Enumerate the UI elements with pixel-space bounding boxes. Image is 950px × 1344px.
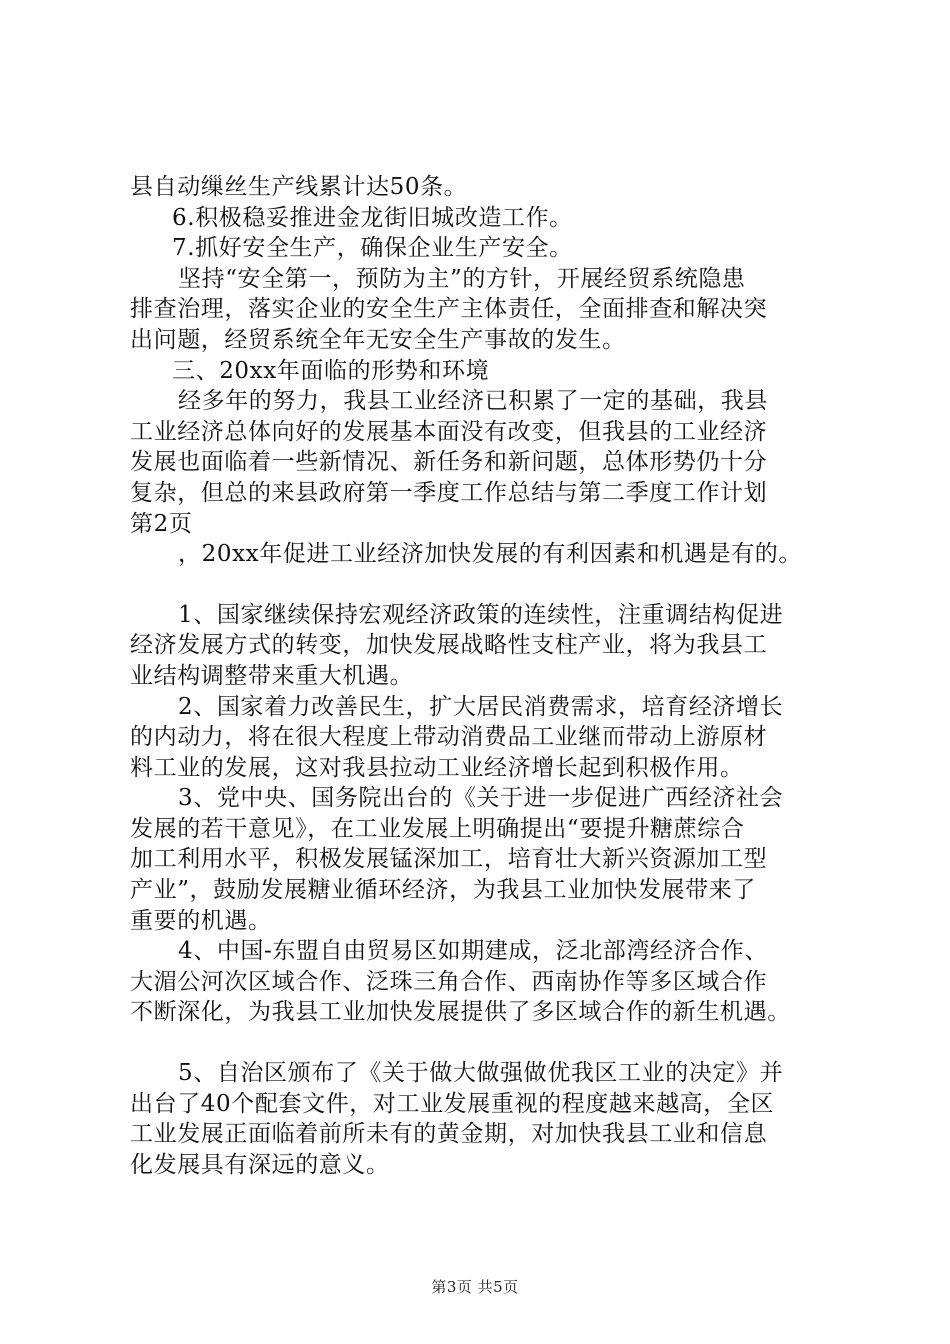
text-line: 7.抓好安全生产，确保企业生产安全。 [172,235,573,262]
text-line: 经济发展方式的转变，加快发展战略性支柱产业，将为我县工 [130,632,768,659]
text-line: 6.积极稳妥推进金龙街旧城改造工作。 [172,204,573,231]
text-line: 1、国家继续保持宏观经济政策的连续性，注重调结构促进 [178,601,784,628]
text-line: 出问题，经贸系统全年无安全生产事故的发生。 [130,326,626,353]
text-line: 大湄公河次区域合作、泛珠三角合作、西南协作等多区域合作 [130,968,768,995]
paragraph-gap [130,1028,835,1058]
text-line: 2、国家着力改善民生，扩大居民消费需求，培育经济增长 [178,693,784,720]
text-line: ，20xx年促进工业经济加快发展的有利因素和机遇是有的。 [178,541,803,568]
section-heading: 三、20xx年面临的形势和环境 [172,357,490,384]
text-line: 加工利用水平，积极发展锰深加工，培育壮大新兴资源加工型 [130,846,768,873]
text-line: 3、党中央、国务院出台的《关于进一步促进广西经济社会 [178,785,784,812]
text-line: 的内动力，将在很大程度上带动消费品工业继而带动上游原材 [130,724,768,751]
text-line: 复杂，但总的来县政府第一季度工作总结与第二季度工作计划 [130,479,768,506]
text-line: 出台了40个配套文件，对工业发展重视的程度越来越高，全区 [130,1090,775,1117]
text-line: 5、自治区颁布了《关于做大做强做优我区工业的决定》并 [178,1060,784,1087]
text-line: 县自动缫丝生产线累计达50条。 [130,174,468,200]
text-line: 坚持“安全第一，预防为主”的方针，开展经贸系统隐患 [178,265,746,292]
text-line: 排查治理，落实企业的安全生产主体责任，全面排查和解决突 [130,296,768,323]
page-number-footer: 第3页 共5页 [431,1278,519,1296]
text-line: 重要的机遇。 [130,907,272,934]
document-body [130,172,835,1180]
text-line: 发展也面临着一些新情况、新任务和新问题，总体形势仍十分 [130,449,768,476]
text-line: 第2页 [130,510,193,537]
text-line: 产业”，鼓励发展糖业循环经济，为我县工业加快发展带来了 [130,877,756,904]
text-line: 不断深化，为我县工业加快发展提供了多区域合作的新生机遇。 [130,999,791,1026]
text-line: 发展的若干意见》，在工业发展上明确提出“要提升糖蔗综合 [130,815,745,842]
text-line: 化发展具有深远的意义。 [130,1151,390,1178]
paragraph-gap [130,570,835,600]
text-line: 业结构调整带来重大机遇。 [130,662,414,689]
text-line: 工业经济总体向好的发展基本面没有改变，但我县的工业经济 [130,418,768,445]
text-line: 工业发展正面临着前所未有的黄金期，对加快我县工业和信息 [130,1121,768,1148]
text-line: 料工业的发展，这对我县拉动工业经济增长起到积极作用。 [130,754,744,781]
text-line: 经多年的努力，我县工业经济已积累了一定的基础，我县 [178,388,768,415]
text-line: 4、中国-东盟自由贸易区如期建成，泛北部湾经济合作、 [178,938,769,965]
